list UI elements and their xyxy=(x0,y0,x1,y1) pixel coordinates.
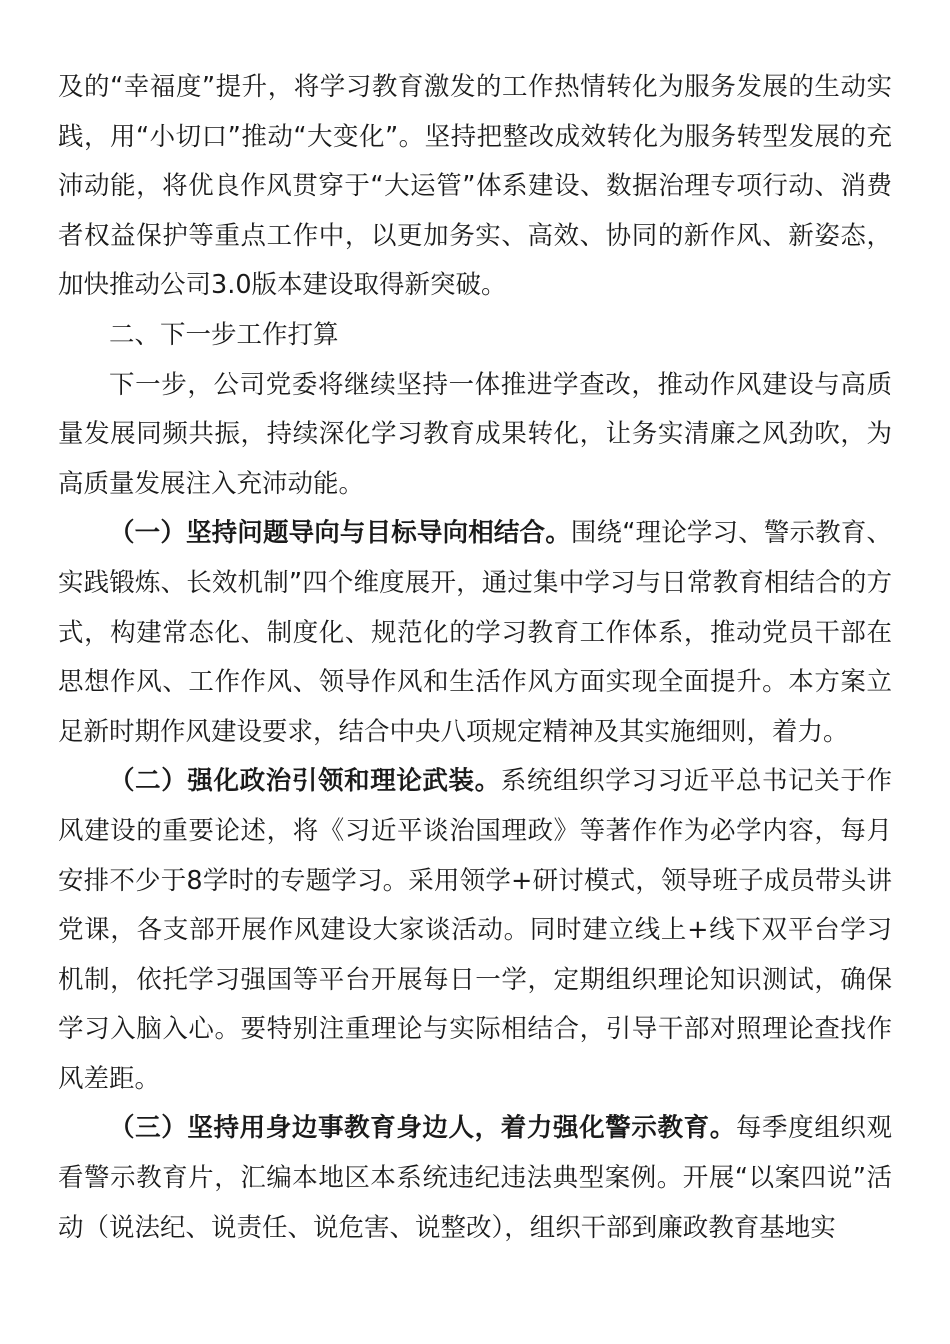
item-heading: （二）强化政治引领和理论武装。 xyxy=(109,766,501,797)
paragraph-text: 系统组织学习习近平总书记关于作风建设的重要论述，将《习近平谈治国理政》等著作作为必学内容，每月安排不少于8学时的专题学习。采用领学+研讨模式，领导班子成员带头讲党课，各支部开展作风建设大家谈活动。同时建立线上+线下双平台学习机制，依托学习强国等平台开展每日一学，定期组织理论知识测试，确保学习入脑入心。要特别注重理论与实际相结合，引导干部对照理论查找作风差距。 xyxy=(58,766,892,1094)
paragraph-body xyxy=(58,361,892,510)
paragraph-text: 及的“幸福度”提升，将学习教育激发的工作热情转化为服务发展的生动实践，用“小切口”推动“大变化”。坚持把整改成效转化为服务转型发展的充沛动能，将优良作风贯穿于“大运管”体系建设、数据治理专项行动、消费者权益保护等重点工作中，以更加务实、高效、协同的新作风、新姿态，加快推动公司3.0版本建设取得新突破。 xyxy=(58,72,892,301)
paragraph-text: 围绕“理论学习、警示教育、实践锻炼、长效机制”四个维度展开，通过集中学习与日常教育相结合的方式，构建常态化、制度化、规范化的学习教育工作体系，推动党员干部在思想作风、工作作风、领导作风和生活作风方面实现全面提升。本方案立足新时期作风建设要求，结合中央八项规定精神及其实施细则，着力。 xyxy=(58,518,892,747)
section-heading-text: 二、下一步工作打算 xyxy=(109,319,339,350)
paragraph-item-1 xyxy=(58,509,892,757)
paragraph-text: 下一步，公司党委将继续坚持一体推进学查改，推动作风建设与高质量发展同频共振，持续深化学习教育成果转化，让务实清廉之风劲吹，为高质量发展注入充沛动能。 xyxy=(58,369,892,499)
paragraph-item-2 xyxy=(58,757,892,1104)
paragraph-text: 每季度组织观看警示教育片，汇编本地区本系统违纪违法典型案例。开展“以案四说”活动（说法纪、说责任、说危害、说整改），组织干部到廉政教育基地实 xyxy=(58,1113,892,1243)
paragraph-item-3 xyxy=(58,1104,892,1253)
item-heading: （一）坚持问题导向与目标导向相结合。 xyxy=(109,518,571,549)
item-heading: （三）坚持用身边事教育身边人，着力强化警示教育。 xyxy=(109,1113,736,1144)
section-heading xyxy=(58,311,892,361)
document-body xyxy=(58,63,892,1253)
paragraph-continuation xyxy=(58,63,892,311)
